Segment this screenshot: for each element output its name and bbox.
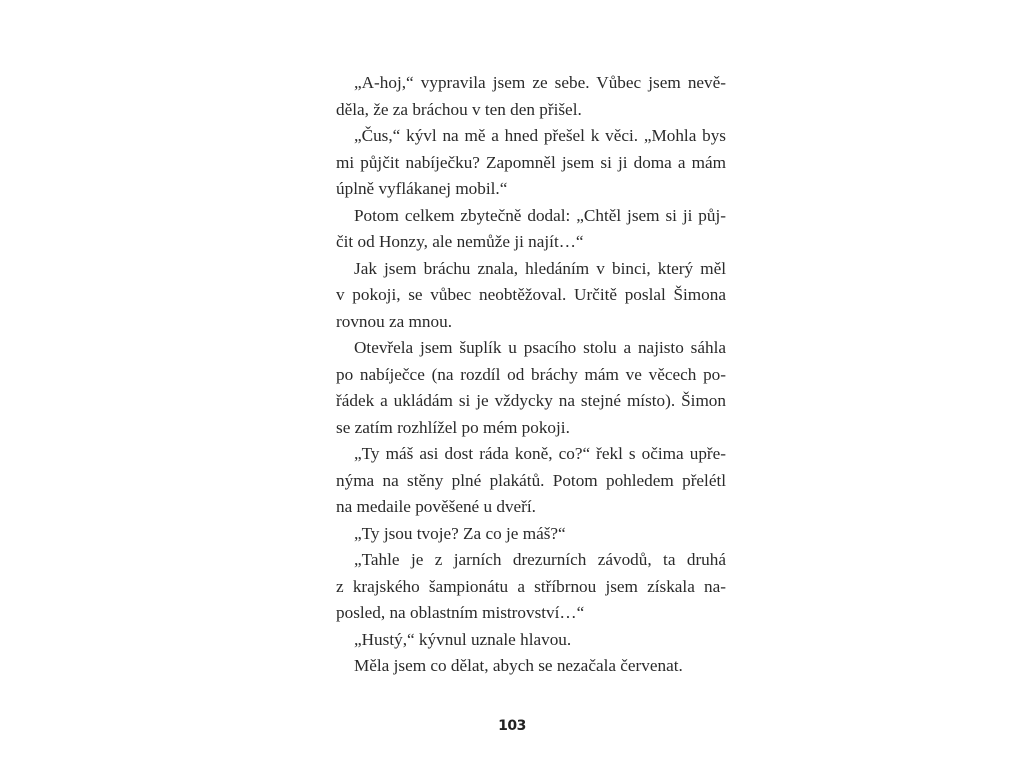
text-line: Otevřela jsem šuplík u psacího stolu a najisto sáhla [354, 338, 726, 357]
text-line: „Hustý,“ kývnul uznale hlavou. [354, 629, 572, 649]
text-line: čit od Honzy, ale nemůže ji najít…“ [336, 232, 584, 251]
text-line: řádek a ukládám si je vždycky na stejné místo). Šimon [336, 391, 726, 410]
text-line: rovnou za mnou. [336, 311, 452, 331]
text-line: „A-hoj,“ vypravila jsem ze sebe. Vůbec jsem nevě- [354, 73, 726, 92]
text-line: „Tahle je z jarních drezurních závodů, ta druhá [354, 550, 726, 569]
text-line: „Ty máš asi dost ráda koně, co?“ řekl s očima upře- [354, 444, 726, 463]
text-line: nýma na stěny plné plakátů. Potom pohledem přelétl [336, 470, 726, 490]
text-line: v pokoji, se vůbec neobtěžoval. Určitě poslal Šimona [336, 285, 726, 304]
text-line: na medaile pověšené u dveří. [336, 497, 536, 516]
text-line: Jak jsem bráchu znala, hledáním v binci, který měl [354, 258, 726, 278]
text-line: z krajského šampionátu a stříbrnou jsem získala na- [336, 576, 726, 596]
page-number: 103 [498, 718, 526, 734]
text-line: mi půjčit nabíječku? Zapomněl jsem si ji doma a mám [336, 152, 726, 172]
text-line: „Čus,“ kývl na mě a hned přešel k věci. „Mohla bys [354, 126, 726, 145]
text-line: úplně vyflákanej mobil.“ [336, 179, 508, 198]
text-line: děla, že za bráchou v ten den přišel. [336, 99, 582, 119]
text-line: „Ty jsou tvoje? Za co je máš?“ [354, 523, 566, 543]
text-line: Měla jsem co dělat, abych se nezačala červenat. [354, 656, 683, 675]
text-line: posled, na oblastním mistrovství…“ [336, 603, 585, 622]
text-line: se zatím rozhlížel po mém pokoji. [336, 417, 570, 437]
text-line: Potom celkem zbytečně dodal: „Chtěl jsem si ji půj- [354, 205, 726, 225]
text-line: po nabíječce (na rozdíl od bráchy mám ve věcech po- [336, 364, 726, 384]
